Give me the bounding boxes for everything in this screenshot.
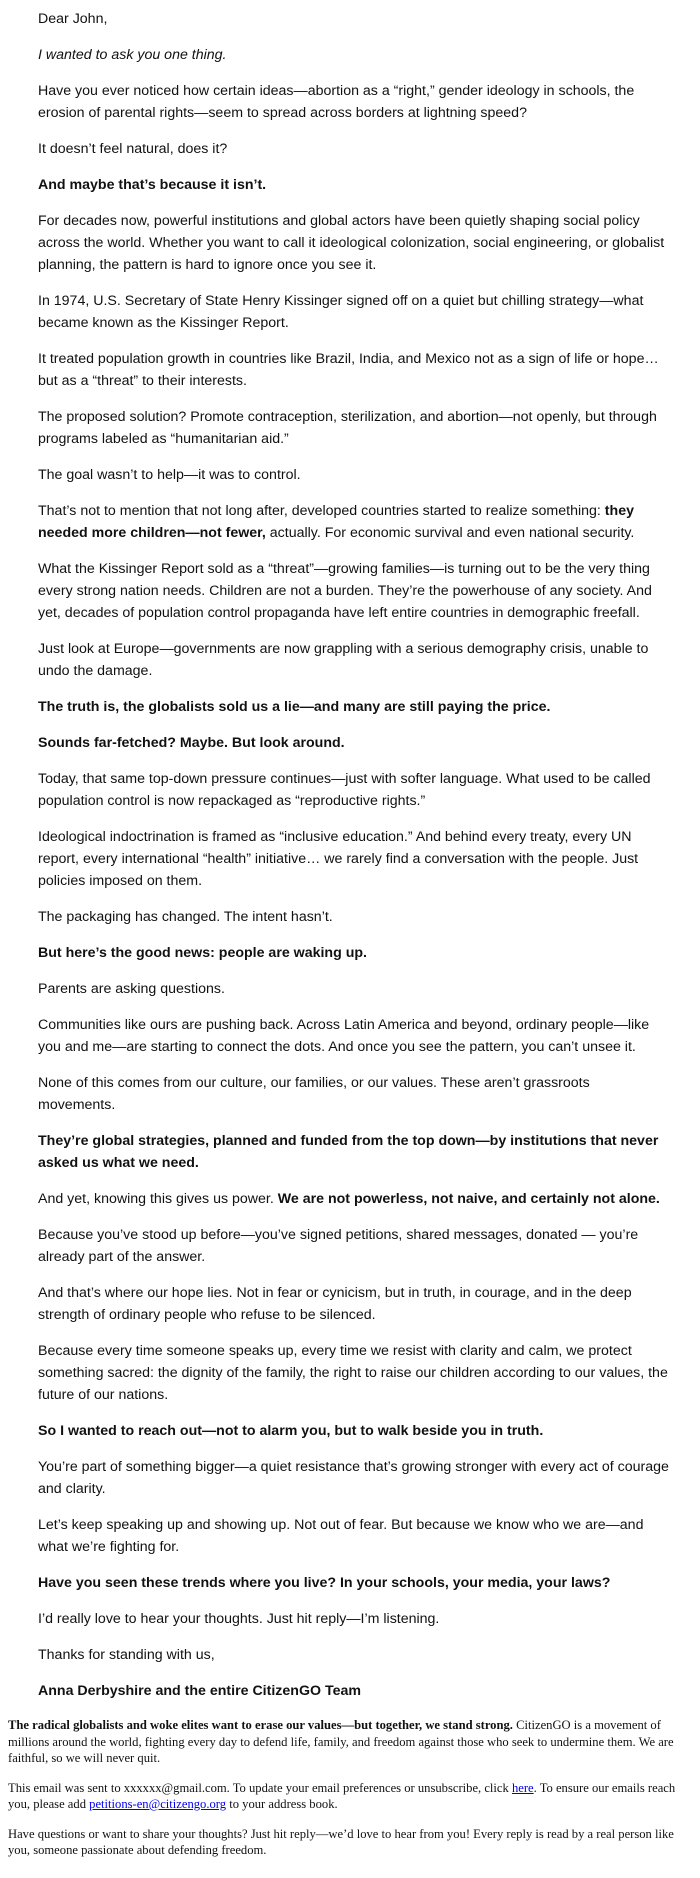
paragraph: Let’s keep speaking up and showing up. Not out of fear. But because we know who we are—and what we’re fighting for. [38,1517,644,1555]
footer-about [8,1717,692,1767]
paragraph [38,1188,670,1210]
footer-sent-notice [8,1780,692,1813]
paragraph: You’re part of something bigger—a quiet resistance that’s growing stronger with every act of courage and clarity. [38,1459,669,1497]
bold-paragraph: And maybe that’s because it isn’t. [38,177,267,193]
paragraph: The proposed solution? Promote contraception, sterilization, and abortion—not openly, but through programs labeled as “humanitarian aid.” [38,409,657,447]
paragraph-text: That’s not to mention that not long after, developed countries started to realize something: [38,503,605,519]
bold-paragraph: Sounds far-fetched? Maybe. But look around. [38,735,345,751]
bold-paragraph: But here’s the good news: people are waking up. [38,945,367,961]
paragraph: What the Kissinger Report sold as a “threat”—growing families—is turning out to be the very thing every strong nation needs. Children are not a burden. They’re the powerhouse of any society. And yet, decades of population control propaganda have left entire countries in demographic freefall. [38,561,652,621]
paragraph: The packaging has changed. The intent hasn’t. [38,909,333,925]
paragraph: Because every time someone speaks up, every time we resist with clarity and calm, we protect something sacred: the dignity of the family, the right to raise our children according to our values, the future of our nations. [38,1343,668,1403]
paragraph: In 1974, U.S. Secretary of State Henry Kissinger signed off on a quiet but chilling strategy—what became known as the Kissinger Report. [38,293,644,331]
bold-paragraph: The truth is, the globalists sold us a lie—and many are still paying the price. [38,699,551,715]
paragraph [38,500,670,544]
footer-sent-suffix: to your address book. [226,1797,338,1811]
email-footer [8,1717,692,1872]
sender-email-link[interactable]: petitions-en@citizengo.org [89,1797,227,1811]
paragraph: None of this comes from our culture, our families, or our values. These aren’t grassroots movements. [38,1075,590,1113]
paragraph-text: And yet, knowing this gives us power. [38,1191,278,1207]
signature: Anna Derbyshire and the entire CitizenGO Team [38,1683,361,1699]
paragraph: Just look at Europe—governments are now grappling with a serious demography crisis, unable to undo the damage. [38,641,649,679]
closing: Thanks for standing with us, [38,1647,215,1663]
paragraph: Communities like ours are pushing back. Across Latin America and beyond, ordinary people—like you and me—are starting to connect the dots. And once you see the pattern, you can’t unsee it. [38,1017,650,1055]
footer-about-bold: The radical globalists and woke elites want to erase our values—but together, we stand strong. [8,1718,513,1732]
paragraph: Because you’ve stood up before—you’ve signed petitions, shared messages, donated — you’re already part of the answer. [38,1227,639,1265]
paragraph: Have you ever noticed how certain ideas—abortion as a “right,” gender ideology in schools, the erosion of parental rights—seem to spread across borders at lightning speed? [38,83,635,121]
paragraph: Parents are asking questions. [38,981,225,997]
paragraph: The goal wasn’t to help—it was to control. [38,467,301,483]
bold-paragraph: So I wanted to reach out—not to alarm you, but to walk beside you in truth. [38,1423,544,1439]
paragraph: It treated population growth in countries like Brazil, India, and Mexico not as a sign of life or hope… but as a “threat” to their interests. [38,351,659,389]
paragraph-text: actually. For economic survival and even national security. [265,525,635,541]
bold-paragraph: Have you seen these trends where you live? In your schools, your media, your laws? [38,1575,611,1591]
footer-reply-note: Have questions or want to share your thoughts? Just hit reply—we’d love to hear from you! Every reply is read by a real person like you, someone passionate about defending freedom. [8,1826,674,1857]
footer-sent-middle: . To ensure our emails reach you, please add [8,1780,676,1811]
unsubscribe-link[interactable]: here [511,1780,534,1795]
greeting: Dear John, [38,11,108,27]
paragraph: And that’s where our hope lies. Not in fear or cynicism, but in truth, in courage, and in the deep strength of ordinary people who refuse to be silenced. [38,1285,632,1323]
footer-sent-prefix: This email was sent to xxxxxx@gmail.com. To update your email preferences or unsubscribe, click [8,1780,512,1795]
paragraph: It doesn’t feel natural, does it? [38,141,228,157]
paragraph: Ideological indoctrination is framed as “inclusive education.” And behind every treaty, every UN report, every international “health” initiative… we rarely find a conversation with the people. Just policies imposed on them. [38,829,639,889]
paragraph: I’d really love to hear your thoughts. Just hit reply—I’m listening. [38,1611,440,1627]
email-body [38,0,670,1716]
intro-line: I wanted to ask you one thing. [38,47,227,63]
paragraph: Today, that same top-down pressure continues—just with softer language. What used to be called population control is now repackaged as “reproductive rights.” [38,771,651,809]
footer-about-text: CitizenGO is a movement of millions around the world, fighting every day to defend life, family, and freedom against those who seek to undermine them. We are faithful, so we will never quit. [8,1718,674,1765]
bold-paragraph: They’re global strategies, planned and funded from the top down—by institutions that never asked us what we need. [38,1133,659,1171]
emphasis-text: they needed more children—not fewer, [38,503,634,541]
emphasis-text: We are not powerless, not naive, and certainly not alone. [277,1191,660,1207]
paragraph: For decades now, powerful institutions and global actors have been quietly shaping social policy across the world. Whether you want to call it ideological colonization, social engineering, or globalist planning, the pattern is hard to ignore once you see it. [38,213,665,273]
